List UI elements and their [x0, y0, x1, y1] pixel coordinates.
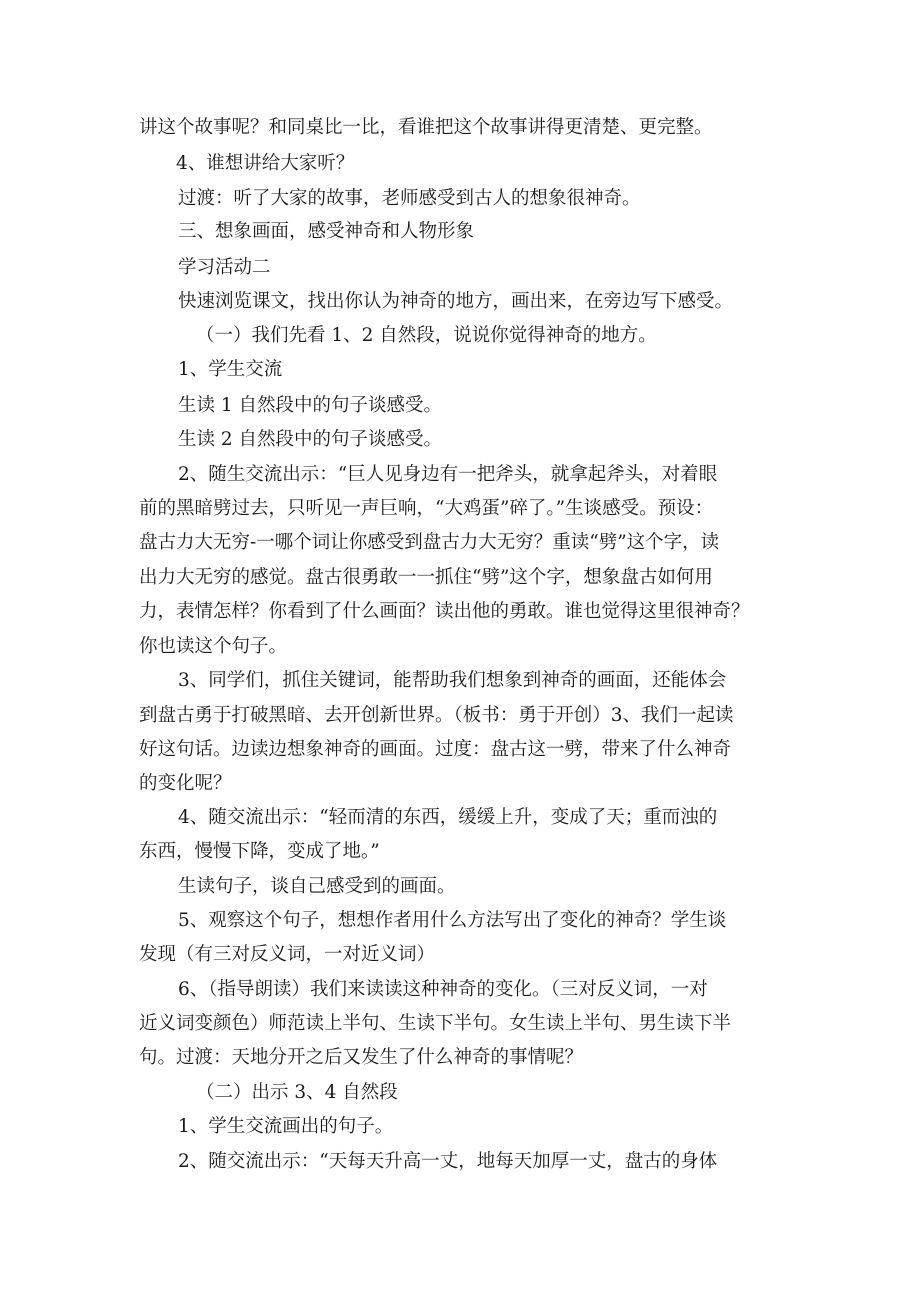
text-line: 5、观察这个句子，想想作者用什么方法写出了变化的神奇？学生谈 [178, 910, 727, 931]
text-line: 1、学生交流画出的句子。 [178, 1116, 394, 1137]
text-line: 讲这个故事呢？和同桌比一比，看谁把这个故事讲得更清楚、更完整。 [139, 117, 713, 138]
text-line: 生读 2 自然段中的句子谈感受。 [178, 429, 443, 450]
text-line: 生读 1 自然段中的句子谈感受。 [178, 395, 443, 416]
text-line: 力，表情怎样？你看到了什么画面？读出他的勇敢。谁也觉得这里很神奇？ [139, 601, 750, 622]
text-line: 的变化呢？ [139, 773, 232, 794]
text-line: 出力大无穷的感觉。盘古很勇敢一一抓住“劈”这个字，想象盘古如何用 [139, 567, 713, 588]
activity-heading: 学习活动二 [178, 257, 271, 278]
text-line: 盘古力大无穷-一哪个词让你感受到盘古力大无穷？重读“劈”这个字，读 [139, 532, 720, 553]
text-line: 到盘古勇于打破黑暗、去开创新世界。（板书：勇于开创）3、我们一起读 [139, 705, 734, 726]
text-line: 4、随交流出示：“轻而清的东西，缓缓上升，变成了天；重而浊的 [178, 807, 718, 828]
subsection-heading: （二）出示 3、4 自然段 [196, 1082, 398, 1103]
text-line: 2、随交流出示：“天每天升高一丈，地每天加厚一丈，盘古的身体 [178, 1151, 718, 1172]
text-line: 好这句话。边读边想象神奇的画面。过度：盘古这一劈，带来了什么神奇 [139, 739, 732, 760]
text-line: 你也读这个句子。 [139, 636, 288, 657]
text-line: 1、学生交流 [178, 359, 283, 380]
text-line: 发现（有三对反义词，一对近义词） [139, 944, 436, 965]
text-line: 6、（指导朗读）我们来读读这种神奇的变化。（三对反义词，一对 [178, 979, 708, 1000]
text-line: 2、随生交流出示：“巨人见身边有一把斧头，就拿起斧头，对着眼 [178, 464, 718, 485]
text-line: 3、同学们，抓住关键词，能帮助我们想象到神奇的画面，还能体会 [178, 670, 727, 691]
text-line: 句。过渡：天地分开之后又发生了什么神奇的事情呢？ [139, 1047, 584, 1068]
subsection-heading: （一）我们先看 1、2 自然段，说说你觉得神奇的地方。 [196, 325, 657, 346]
section-heading: 三、想象画面，感受神奇和人物形象 [178, 221, 475, 242]
text-line: 过渡：听了大家的故事，老师感受到古人的想象很神奇。 [178, 188, 641, 209]
text-line: 前的黑暗劈过去，只听见一声巨响，“大鸡蛋”碎了。”生谈感受。预设： [139, 498, 714, 519]
text-line: 4、谁想讲给大家听？ [176, 153, 355, 174]
text-line: 生读句子，谈自己感受到的画面。 [178, 876, 456, 897]
text-line: 东西，慢慢下降，变成了地。” [139, 841, 380, 862]
text-line: 快速浏览课文，找出你认为神奇的地方，画出来，在旁边写下感受。 [178, 291, 734, 312]
text-line: 近义词变颜色）师范读上半句、生读下半句。女生读上半句、男生读下半 [139, 1013, 732, 1034]
